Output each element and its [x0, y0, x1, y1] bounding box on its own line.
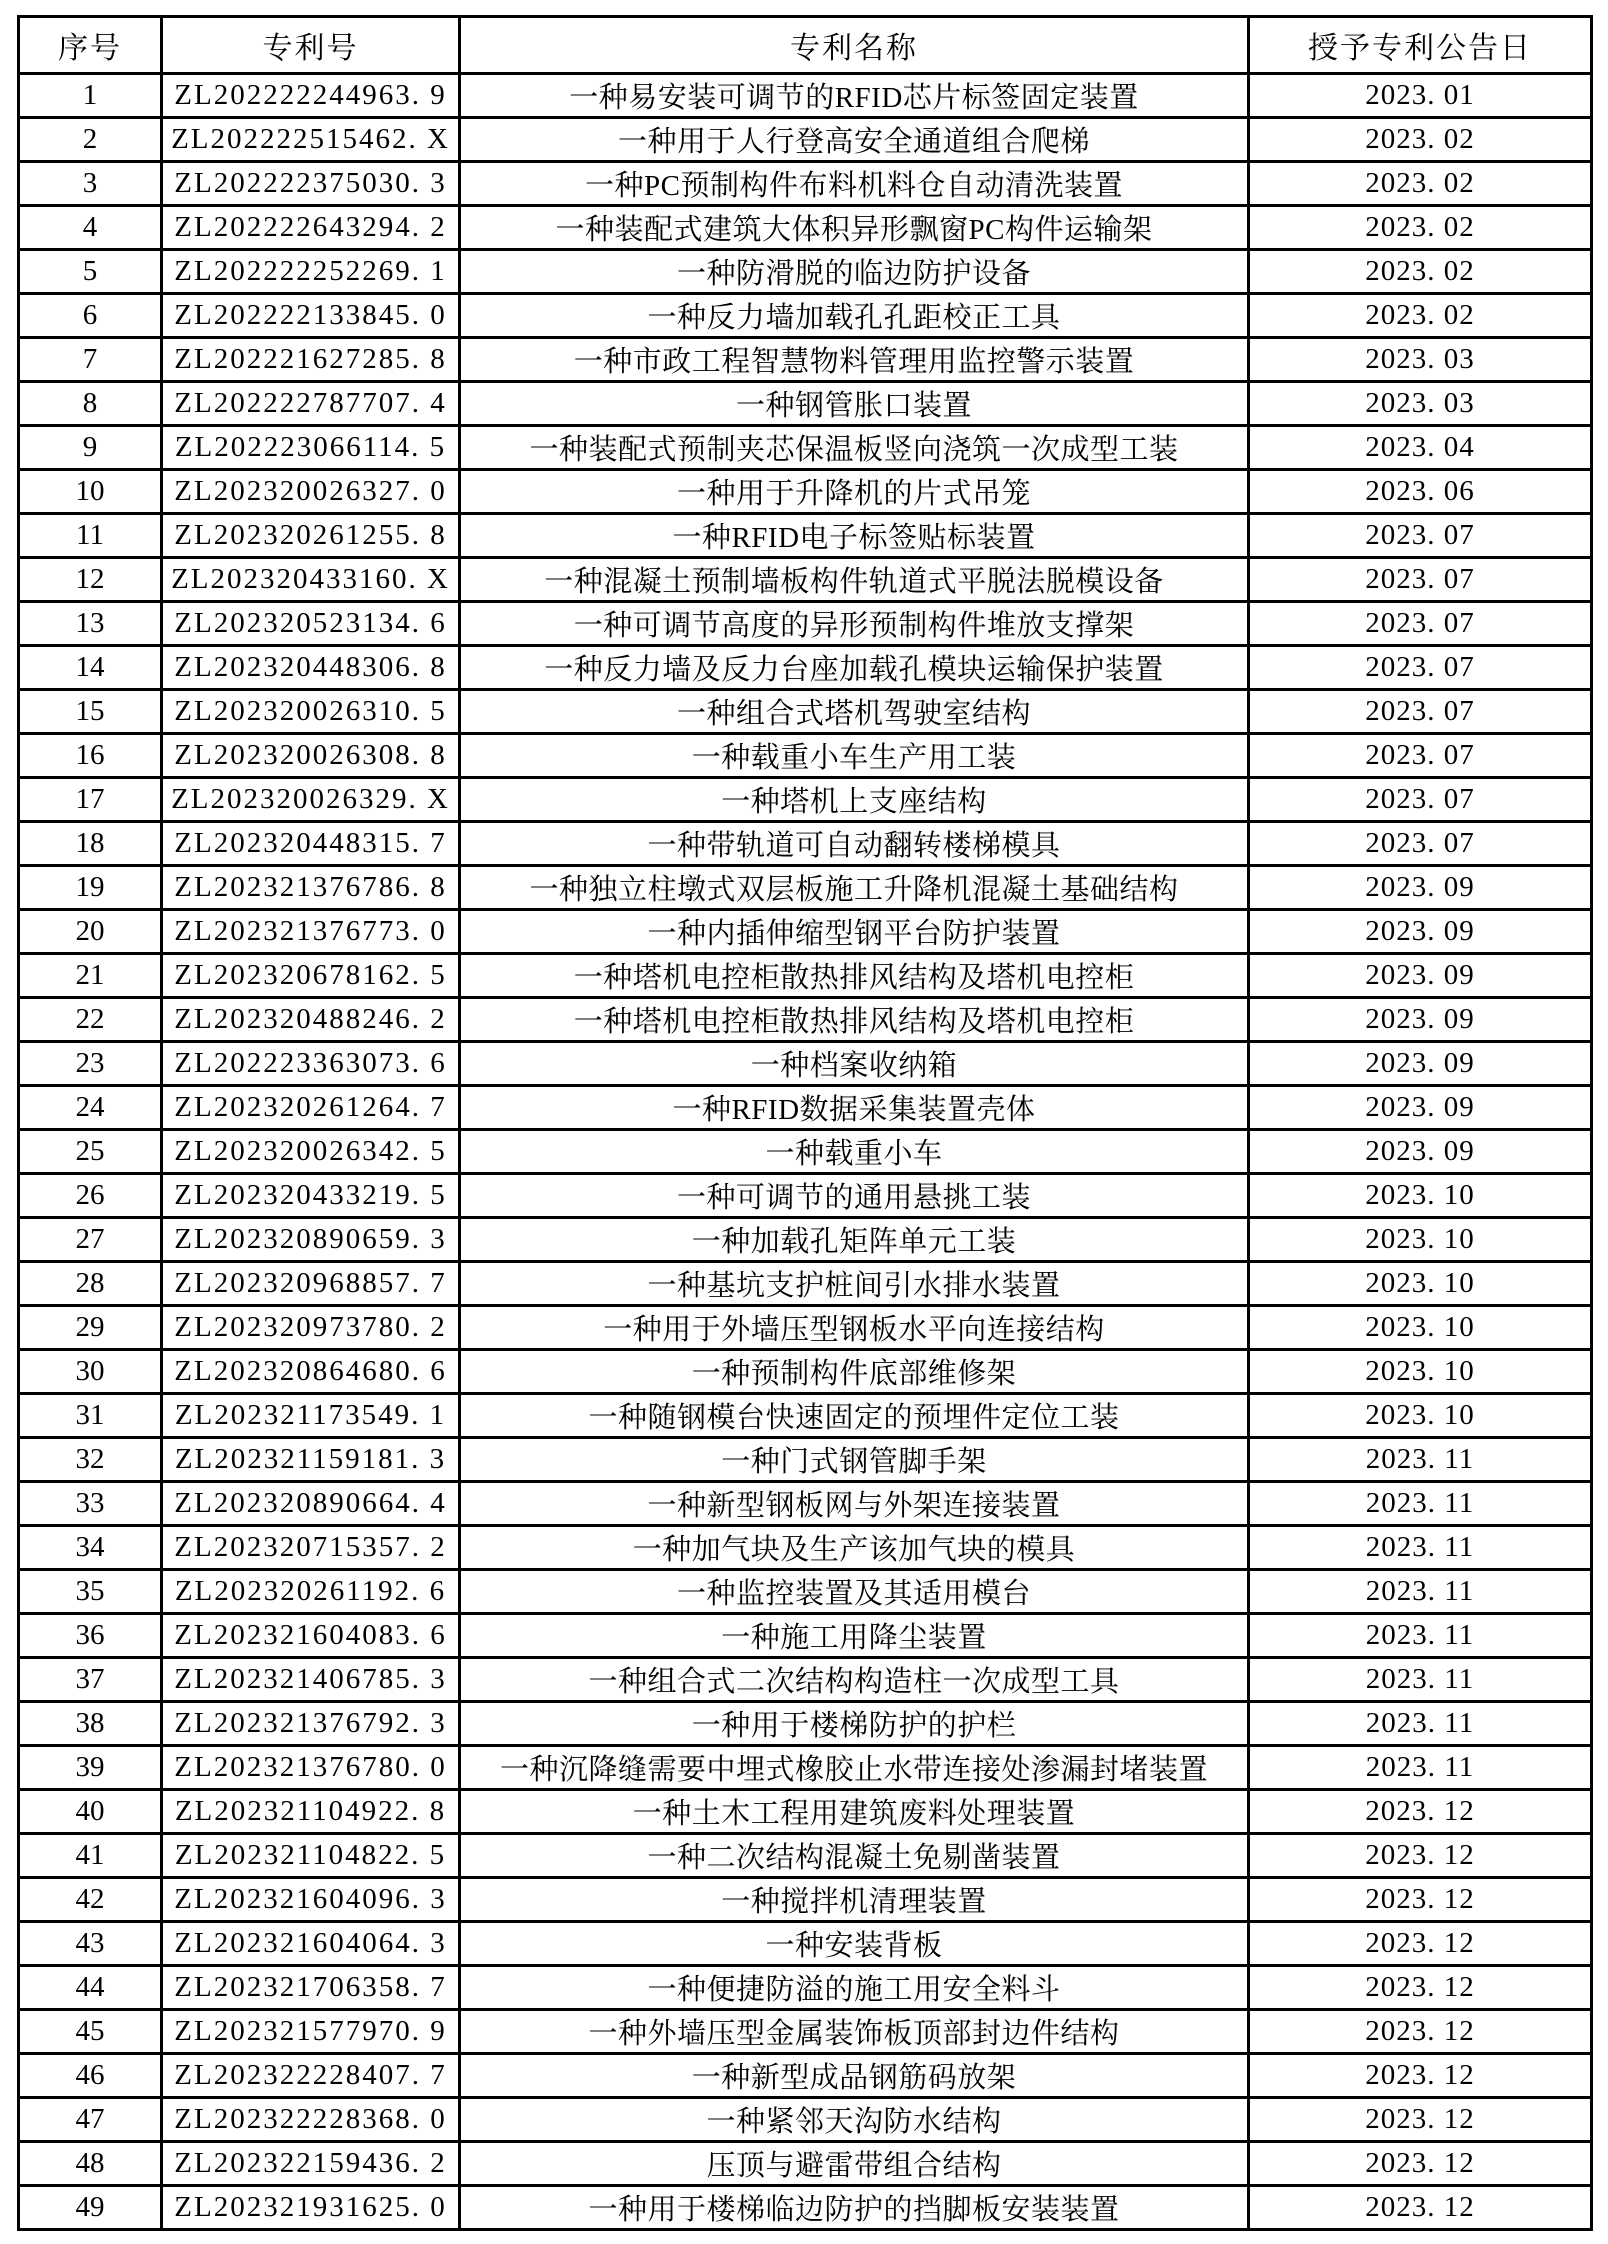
cell-grant-date: 2023. 07: [1249, 778, 1592, 822]
cell-grant-date: 2023. 02: [1249, 118, 1592, 162]
cell-patent-name: 一种市政工程智慧物料管理用监控警示装置: [460, 338, 1249, 382]
table-row: [19, 1086, 1592, 1130]
cell-grant-date: 2023. 11: [1249, 1702, 1592, 1746]
cell-patent-name: 一种基坑支护桩间引水排水装置: [460, 1262, 1249, 1306]
table-row: [19, 1218, 1592, 1262]
cell-serial-number: 20: [19, 910, 162, 954]
cell-grant-date: 2023. 09: [1249, 1086, 1592, 1130]
cell-patent-number: ZL202320026308. 8: [162, 734, 460, 778]
table-row: [19, 1790, 1592, 1834]
cell-grant-date: 2023. 12: [1249, 1966, 1592, 2010]
cell-grant-date: 2023. 12: [1249, 2098, 1592, 2142]
cell-serial-number: 42: [19, 1878, 162, 1922]
cell-patent-number: ZL202222515462. X: [162, 118, 460, 162]
cell-patent-number: ZL202222787707. 4: [162, 382, 460, 426]
cell-serial-number: 45: [19, 2010, 162, 2054]
cell-patent-number: ZL202321604064. 3: [162, 1922, 460, 1966]
cell-patent-name: 一种新型成品钢筋码放架: [460, 2054, 1249, 2098]
cell-patent-name: 一种预制构件底部维修架: [460, 1350, 1249, 1394]
cell-serial-number: 3: [19, 162, 162, 206]
col-header-patent-number: 专利号: [162, 17, 460, 74]
cell-serial-number: 47: [19, 2098, 162, 2142]
cell-serial-number: 2: [19, 118, 162, 162]
table-row: [19, 1746, 1592, 1790]
cell-patent-name: 一种用于人行登高安全通道组合爬梯: [460, 118, 1249, 162]
cell-grant-date: 2023. 10: [1249, 1306, 1592, 1350]
cell-patent-name: 一种塔机电控柜散热排风结构及塔机电控柜: [460, 998, 1249, 1042]
cell-serial-number: 26: [19, 1174, 162, 1218]
cell-grant-date: 2023. 09: [1249, 998, 1592, 1042]
cell-patent-name: 一种档案收纳箱: [460, 1042, 1249, 1086]
cell-patent-name: 一种塔机上支座结构: [460, 778, 1249, 822]
cell-patent-name: 一种独立柱墩式双层板施工升降机混凝土基础结构: [460, 866, 1249, 910]
cell-serial-number: 40: [19, 1790, 162, 1834]
table-row: [19, 1174, 1592, 1218]
table-row: [19, 1394, 1592, 1438]
cell-patent-number: ZL202322228368. 0: [162, 2098, 460, 2142]
cell-patent-name: 一种RFID电子标签贴标装置: [460, 514, 1249, 558]
cell-patent-number: ZL202222375030. 3: [162, 162, 460, 206]
cell-serial-number: 10: [19, 470, 162, 514]
table-row: [19, 998, 1592, 1042]
cell-patent-name: 一种便捷防溢的施工用安全料斗: [460, 1966, 1249, 2010]
cell-serial-number: 33: [19, 1482, 162, 1526]
table-row: [19, 778, 1592, 822]
cell-serial-number: 36: [19, 1614, 162, 1658]
table-row: [19, 1350, 1592, 1394]
cell-patent-name: 一种PC预制构件布料机料仓自动清洗装置: [460, 162, 1249, 206]
cell-grant-date: 2023. 09: [1249, 866, 1592, 910]
cell-patent-number: ZL202320488246. 2: [162, 998, 460, 1042]
cell-patent-number: ZL202321376786. 8: [162, 866, 460, 910]
cell-grant-date: 2023. 10: [1249, 1394, 1592, 1438]
col-header-serial-number: 序号: [19, 17, 162, 74]
cell-patent-name: 一种紧邻天沟防水结构: [460, 2098, 1249, 2142]
cell-grant-date: 2023. 02: [1249, 206, 1592, 250]
table-row: [19, 1482, 1592, 1526]
table-row: [19, 1438, 1592, 1482]
cell-patent-number: ZL202321159181. 3: [162, 1438, 460, 1482]
table-row: [19, 1702, 1592, 1746]
table-row: [19, 822, 1592, 866]
cell-grant-date: 2023. 07: [1249, 646, 1592, 690]
cell-patent-name: 一种新型钢板网与外架连接装置: [460, 1482, 1249, 1526]
cell-patent-number: ZL202320890659. 3: [162, 1218, 460, 1262]
cell-patent-name: 一种搅拌机清理装置: [460, 1878, 1249, 1922]
cell-grant-date: 2023. 12: [1249, 1922, 1592, 1966]
table-row: [19, 118, 1592, 162]
cell-patent-name: 一种钢管胀口装置: [460, 382, 1249, 426]
table-row: [19, 2010, 1592, 2054]
cell-patent-number: ZL202321406785. 3: [162, 1658, 460, 1702]
cell-grant-date: 2023. 02: [1249, 250, 1592, 294]
table-row: [19, 1042, 1592, 1086]
cell-patent-name: 一种加载孔矩阵单元工装: [460, 1218, 1249, 1262]
cell-grant-date: 2023. 11: [1249, 1614, 1592, 1658]
cell-serial-number: 29: [19, 1306, 162, 1350]
cell-patent-name: 一种塔机电控柜散热排风结构及塔机电控柜: [460, 954, 1249, 998]
table-row: [19, 162, 1592, 206]
cell-serial-number: 18: [19, 822, 162, 866]
cell-patent-name: 一种安装背板: [460, 1922, 1249, 1966]
cell-patent-name: 一种装配式建筑大体积异形飘窗PC构件运输架: [460, 206, 1249, 250]
cell-serial-number: 6: [19, 294, 162, 338]
cell-serial-number: 34: [19, 1526, 162, 1570]
cell-patent-name: 一种内插伸缩型钢平台防护装置: [460, 910, 1249, 954]
cell-patent-number: ZL202320433160. X: [162, 558, 460, 602]
cell-patent-number: ZL202320973780. 2: [162, 1306, 460, 1350]
cell-serial-number: 49: [19, 2186, 162, 2230]
cell-patent-name: 一种带轨道可自动翻转楼梯模具: [460, 822, 1249, 866]
cell-patent-number: ZL202321604096. 3: [162, 1878, 460, 1922]
table-row: [19, 1878, 1592, 1922]
cell-patent-number: ZL202320448315. 7: [162, 822, 460, 866]
cell-serial-number: 30: [19, 1350, 162, 1394]
cell-grant-date: 2023. 07: [1249, 602, 1592, 646]
cell-grant-date: 2023. 12: [1249, 1790, 1592, 1834]
table-row: [19, 294, 1592, 338]
cell-patent-number: ZL202321376792. 3: [162, 1702, 460, 1746]
cell-grant-date: 2023. 12: [1249, 1878, 1592, 1922]
cell-grant-date: 2023. 07: [1249, 514, 1592, 558]
table-row: [19, 1614, 1592, 1658]
cell-patent-number: ZL202320261264. 7: [162, 1086, 460, 1130]
cell-patent-number: ZL202321104922. 8: [162, 1790, 460, 1834]
table-row: [19, 1570, 1592, 1614]
cell-serial-number: 21: [19, 954, 162, 998]
cell-grant-date: 2023. 09: [1249, 1042, 1592, 1086]
cell-patent-number: ZL202321706358. 7: [162, 1966, 460, 2010]
cell-patent-number: ZL202320523134. 6: [162, 602, 460, 646]
cell-patent-number: ZL202320864680. 6: [162, 1350, 460, 1394]
cell-patent-name: 一种可调节的通用悬挑工装: [460, 1174, 1249, 1218]
cell-patent-number: ZL202321104822. 5: [162, 1834, 460, 1878]
cell-grant-date: 2023. 12: [1249, 2010, 1592, 2054]
cell-serial-number: 8: [19, 382, 162, 426]
cell-serial-number: 43: [19, 1922, 162, 1966]
table-row: [19, 690, 1592, 734]
cell-grant-date: 2023. 02: [1249, 162, 1592, 206]
cell-serial-number: 17: [19, 778, 162, 822]
cell-serial-number: 19: [19, 866, 162, 910]
cell-grant-date: 2023. 11: [1249, 1746, 1592, 1790]
cell-patent-number: ZL202320433219. 5: [162, 1174, 460, 1218]
cell-grant-date: 2023. 11: [1249, 1482, 1592, 1526]
table-row: [19, 338, 1592, 382]
table-row: [19, 2054, 1592, 2098]
cell-grant-date: 2023. 07: [1249, 734, 1592, 778]
cell-serial-number: 14: [19, 646, 162, 690]
cell-serial-number: 27: [19, 1218, 162, 1262]
cell-grant-date: 2023. 11: [1249, 1438, 1592, 1482]
cell-serial-number: 24: [19, 1086, 162, 1130]
cell-serial-number: 12: [19, 558, 162, 602]
cell-serial-number: 1: [19, 74, 162, 118]
cell-serial-number: 38: [19, 1702, 162, 1746]
table-row: [19, 514, 1592, 558]
cell-patent-number: ZL202222252269. 1: [162, 250, 460, 294]
cell-patent-name: 一种用于外墙压型钢板水平向连接结构: [460, 1306, 1249, 1350]
cell-grant-date: 2023. 12: [1249, 1834, 1592, 1878]
cell-grant-date: 2023. 09: [1249, 1130, 1592, 1174]
cell-patent-number: ZL202322228407. 7: [162, 2054, 460, 2098]
cell-serial-number: 23: [19, 1042, 162, 1086]
cell-patent-name: 压顶与避雷带组合结构: [460, 2142, 1249, 2186]
cell-patent-number: ZL202320026329. X: [162, 778, 460, 822]
cell-patent-number: ZL202320678162. 5: [162, 954, 460, 998]
table-row: [19, 250, 1592, 294]
cell-patent-name: 一种组合式塔机驾驶室结构: [460, 690, 1249, 734]
cell-grant-date: 2023. 04: [1249, 426, 1592, 470]
cell-patent-number: ZL202320261255. 8: [162, 514, 460, 558]
cell-grant-date: 2023. 10: [1249, 1174, 1592, 1218]
table-row: [19, 2098, 1592, 2142]
cell-serial-number: 41: [19, 1834, 162, 1878]
table-row: [19, 206, 1592, 250]
cell-patent-name: 一种载重小车: [460, 1130, 1249, 1174]
cell-patent-number: ZL202321173549. 1: [162, 1394, 460, 1438]
cell-patent-name: 一种易安装可调节的RFID芯片标签固定装置: [460, 74, 1249, 118]
cell-serial-number: 5: [19, 250, 162, 294]
cell-patent-number: ZL202321577970. 9: [162, 2010, 460, 2054]
table-row: [19, 1130, 1592, 1174]
cell-grant-date: 2023. 10: [1249, 1218, 1592, 1262]
cell-patent-number: ZL202320261192. 6: [162, 1570, 460, 1614]
cell-patent-number: ZL202320715357. 2: [162, 1526, 460, 1570]
cell-patent-number: ZL202321604083. 6: [162, 1614, 460, 1658]
cell-patent-number: ZL202321376773. 0: [162, 910, 460, 954]
cell-serial-number: 25: [19, 1130, 162, 1174]
cell-grant-date: 2023. 07: [1249, 558, 1592, 602]
cell-grant-date: 2023. 10: [1249, 1350, 1592, 1394]
cell-patent-number: ZL202222244963. 9: [162, 74, 460, 118]
table-row: [19, 2186, 1592, 2230]
cell-serial-number: 7: [19, 338, 162, 382]
cell-patent-name: 一种沉降缝需要中埋式橡胶止水带连接处渗漏封堵装置: [460, 1746, 1249, 1790]
table-row: [19, 470, 1592, 514]
col-header-grant-date: 授予专利公告日: [1249, 17, 1592, 74]
cell-serial-number: 39: [19, 1746, 162, 1790]
cell-patent-name: 一种装配式预制夹芯保温板竖向浇筑一次成型工装: [460, 426, 1249, 470]
cell-grant-date: 2023. 11: [1249, 1658, 1592, 1702]
cell-grant-date: 2023. 09: [1249, 954, 1592, 998]
cell-grant-date: 2023. 12: [1249, 2142, 1592, 2186]
cell-grant-date: 2023. 12: [1249, 2186, 1592, 2230]
table-row: [19, 1922, 1592, 1966]
cell-patent-name: 一种反力墙加载孔孔距校正工具: [460, 294, 1249, 338]
cell-grant-date: 2023. 02: [1249, 294, 1592, 338]
cell-patent-name: 一种土木工程用建筑废料处理装置: [460, 1790, 1249, 1834]
table-row: [19, 1526, 1592, 1570]
cell-serial-number: 13: [19, 602, 162, 646]
cell-patent-name: 一种用于楼梯临边防护的挡脚板安装装置: [460, 2186, 1249, 2230]
cell-patent-name: 一种监控装置及其适用模台: [460, 1570, 1249, 1614]
table-row: [19, 1262, 1592, 1306]
cell-patent-number: ZL202221627285. 8: [162, 338, 460, 382]
table-row: [19, 954, 1592, 998]
table-row: [19, 1834, 1592, 1878]
cell-patent-name: 一种施工用降尘装置: [460, 1614, 1249, 1658]
cell-patent-name: 一种组合式二次结构构造柱一次成型工具: [460, 1658, 1249, 1702]
cell-patent-name: 一种混凝土预制墙板构件轨道式平脱法脱模设备: [460, 558, 1249, 602]
cell-patent-name: 一种用于升降机的片式吊笼: [460, 470, 1249, 514]
cell-patent-name: 一种RFID数据采集装置壳体: [460, 1086, 1249, 1130]
cell-patent-name: 一种二次结构混凝土免剔凿装置: [460, 1834, 1249, 1878]
cell-serial-number: 48: [19, 2142, 162, 2186]
cell-serial-number: 46: [19, 2054, 162, 2098]
cell-grant-date: 2023. 12: [1249, 2054, 1592, 2098]
cell-patent-name: 一种用于楼梯防护的护栏: [460, 1702, 1249, 1746]
table-row: [19, 1306, 1592, 1350]
cell-patent-name: 一种防滑脱的临边防护设备: [460, 250, 1249, 294]
table-row: [19, 1658, 1592, 1702]
cell-grant-date: 2023. 06: [1249, 470, 1592, 514]
cell-patent-name: 一种加气块及生产该加气块的模具: [460, 1526, 1249, 1570]
cell-serial-number: 31: [19, 1394, 162, 1438]
cell-patent-number: ZL202223363073. 6: [162, 1042, 460, 1086]
patent-table: [17, 15, 1593, 2231]
cell-serial-number: 28: [19, 1262, 162, 1306]
cell-patent-number: ZL202223066114. 5: [162, 426, 460, 470]
cell-serial-number: 22: [19, 998, 162, 1042]
table-row: [19, 2142, 1592, 2186]
cell-patent-number: ZL202320026310. 5: [162, 690, 460, 734]
cell-patent-number: ZL202222643294. 2: [162, 206, 460, 250]
cell-serial-number: 44: [19, 1966, 162, 2010]
cell-patent-number: ZL202320026342. 5: [162, 1130, 460, 1174]
table-row: [19, 74, 1592, 118]
cell-patent-name: 一种反力墙及反力台座加载孔模块运输保护装置: [460, 646, 1249, 690]
cell-serial-number: 11: [19, 514, 162, 558]
table-row: [19, 382, 1592, 426]
table-row: [19, 1966, 1592, 2010]
cell-patent-number: ZL202320968857. 7: [162, 1262, 460, 1306]
cell-patent-name: 一种载重小车生产用工装: [460, 734, 1249, 778]
cell-patent-name: 一种随钢模台快速固定的预埋件定位工装: [460, 1394, 1249, 1438]
cell-patent-number: ZL202322159436. 2: [162, 2142, 460, 2186]
table-row: [19, 734, 1592, 778]
col-header-patent-name: 专利名称: [460, 17, 1249, 74]
cell-grant-date: 2023. 09: [1249, 910, 1592, 954]
cell-serial-number: 35: [19, 1570, 162, 1614]
table-row: [19, 558, 1592, 602]
cell-patent-name: 一种外墙压型金属装饰板顶部封边件结构: [460, 2010, 1249, 2054]
table-row: [19, 426, 1592, 470]
cell-patent-number: ZL202320448306. 8: [162, 646, 460, 690]
cell-patent-number: ZL202222133845. 0: [162, 294, 460, 338]
cell-grant-date: 2023. 11: [1249, 1526, 1592, 1570]
cell-grant-date: 2023. 03: [1249, 338, 1592, 382]
table-row: [19, 602, 1592, 646]
cell-grant-date: 2023. 03: [1249, 382, 1592, 426]
cell-patent-number: ZL202321376780. 0: [162, 1746, 460, 1790]
table-row: [19, 866, 1592, 910]
table-row: [19, 646, 1592, 690]
cell-grant-date: 2023. 11: [1249, 1570, 1592, 1614]
table-header: [19, 17, 1592, 74]
cell-serial-number: 32: [19, 1438, 162, 1482]
cell-patent-name: 一种门式钢管脚手架: [460, 1438, 1249, 1482]
cell-patent-number: ZL202320890664. 4: [162, 1482, 460, 1526]
cell-serial-number: 9: [19, 426, 162, 470]
cell-serial-number: 37: [19, 1658, 162, 1702]
cell-serial-number: 4: [19, 206, 162, 250]
cell-serial-number: 15: [19, 690, 162, 734]
cell-serial-number: 16: [19, 734, 162, 778]
cell-patent-number: ZL202321931625. 0: [162, 2186, 460, 2230]
cell-grant-date: 2023. 01: [1249, 74, 1592, 118]
cell-grant-date: 2023. 07: [1249, 690, 1592, 734]
header-row: [19, 17, 1592, 74]
table-body: [19, 74, 1592, 2230]
cell-patent-number: ZL202320026327. 0: [162, 470, 460, 514]
cell-grant-date: 2023. 10: [1249, 1262, 1592, 1306]
table-row: [19, 910, 1592, 954]
cell-grant-date: 2023. 07: [1249, 822, 1592, 866]
cell-patent-name: 一种可调节高度的异形预制构件堆放支撑架: [460, 602, 1249, 646]
